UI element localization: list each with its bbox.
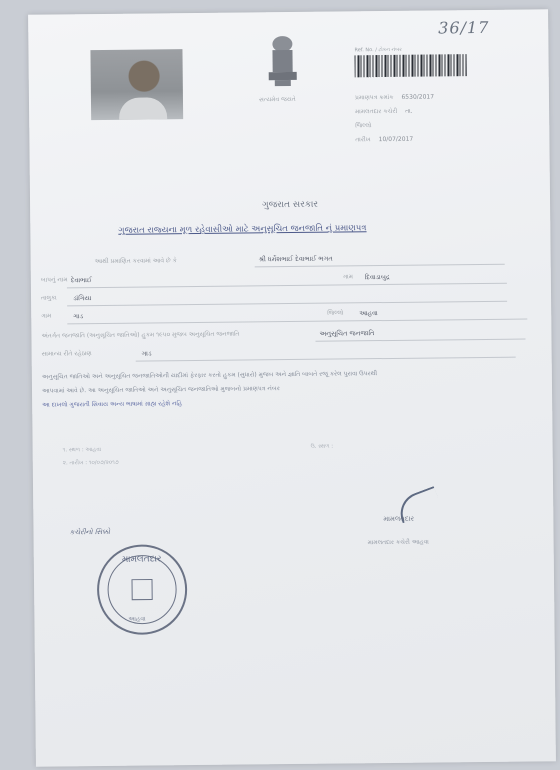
name-underline	[255, 264, 505, 268]
row-rule	[316, 339, 526, 342]
signatory-title: મામલતદાર	[383, 514, 415, 524]
village-label: ગામ	[41, 312, 52, 320]
barcode	[355, 54, 467, 77]
photo-shirt-shape	[119, 97, 167, 120]
note-place: ૧. સ્થળ : આહવા	[62, 447, 102, 454]
row-rule	[136, 357, 516, 362]
caste-label: ગામ	[342, 273, 353, 281]
father-label: બાપનું નામ	[40, 276, 68, 284]
certificate-subtitle: ગુજરાત રાજ્યના મૂળ રહેવાસીઓ માટે અનુસૂચિત જનજાતિ નું પ્રમાણપત્ર	[118, 223, 367, 236]
mid-note: ઉ. સ્થળ :	[310, 443, 334, 450]
community-value: અનુસૂચિત જનજાતિ	[319, 329, 375, 338]
taluka-label: તાલુકા	[41, 294, 57, 302]
row-rule	[67, 283, 507, 289]
emblem-caption: સત્યમેવ જયતે	[258, 95, 296, 104]
meta-value: 10/07/2017	[378, 135, 414, 144]
intro-prefix: આથી પ્રમાણિત કરવામાં આવે છે કે	[94, 257, 177, 266]
body-line-3: આ દાખલો ગુજરાતી સિવાય અન્ય ભાષામાં ગ્રાહ્ય રહેશે નહિ	[42, 400, 183, 409]
caste-value: દિવાડાબુદ્ર	[364, 272, 390, 282]
certificate-meta	[355, 90, 506, 148]
body-line-2: આપવામાં આવે છે. આ અનુસૂચિત જાતિઓ અને અનુસૂચિત જનજાતિઓ મુજબનો પ્રમાણપત્ર નંબર	[41, 385, 280, 395]
certificate-paper	[28, 9, 556, 766]
barcode-label: Ref. No. / ટોકન નંબર	[354, 46, 402, 54]
meta-value: તા.	[405, 107, 413, 115]
certificate-body	[42, 366, 512, 413]
residence-value: ગાડ	[141, 349, 152, 358]
government-title: ગુજરાત સરકાર	[262, 199, 319, 211]
residence-label: સામાન્ય રીતે રહેઠાણ	[41, 350, 92, 358]
order-prefix: અંતર્ગત જનજાતિ (અનુસૂચિત જાતિઓ) હુકમ ૧૯૫૦ મુજબ અનુસૂચિત જનજાતિ	[41, 330, 240, 340]
meta-label: મામલતદાર કચેરી	[355, 107, 398, 116]
meta-label: તારીખ	[355, 136, 371, 144]
meta-value: 6530/2017	[401, 93, 435, 101]
place-date-notes	[63, 444, 119, 471]
father-value: દેવાભાઈ	[70, 276, 92, 285]
handwritten-number: 36/17	[438, 17, 490, 38]
person-name: શ્રી ધર્મેશભાઈ દેવાભાઈ ભગત	[258, 254, 333, 264]
applicant-photo	[90, 49, 183, 120]
taluka-value: ડાંગિયા	[73, 294, 92, 303]
meta-line	[355, 132, 505, 148]
meta-label: જિલ્લો	[355, 122, 372, 130]
row-rule	[67, 319, 527, 325]
row-rule	[67, 301, 507, 307]
signatory-office: મામલતદાર કચેરી આહવા	[367, 538, 429, 547]
district-value: આહવા	[359, 309, 378, 318]
meta-label: પ્રમાણપત્ર ક્રમાંક	[354, 93, 394, 102]
seal-top-text: મામલતદાર	[121, 554, 162, 565]
district-label: જિલ્લો	[327, 309, 344, 317]
seal-bottom-text: આહવા	[128, 615, 146, 623]
village-value: ગાડ	[73, 312, 84, 321]
state-emblem-icon	[260, 32, 305, 96]
body-line-1: અનુસૂચિત જાતિઓ અને અનુસૂચિત જનજાતિઓની યાદીમાં ફેરફાર કરતો હુકમ (સુધારો) મુજબ અને જ્ઞાતિ બાબતે રજૂ કરેલ પુરાવા ઉપરથી	[41, 370, 378, 381]
note-date: ૨. તારીખ : ૧૦/૦૭/૨૦૧૭	[62, 459, 119, 467]
office-seal-label: કચેરીનો સિક્કો	[69, 527, 111, 537]
